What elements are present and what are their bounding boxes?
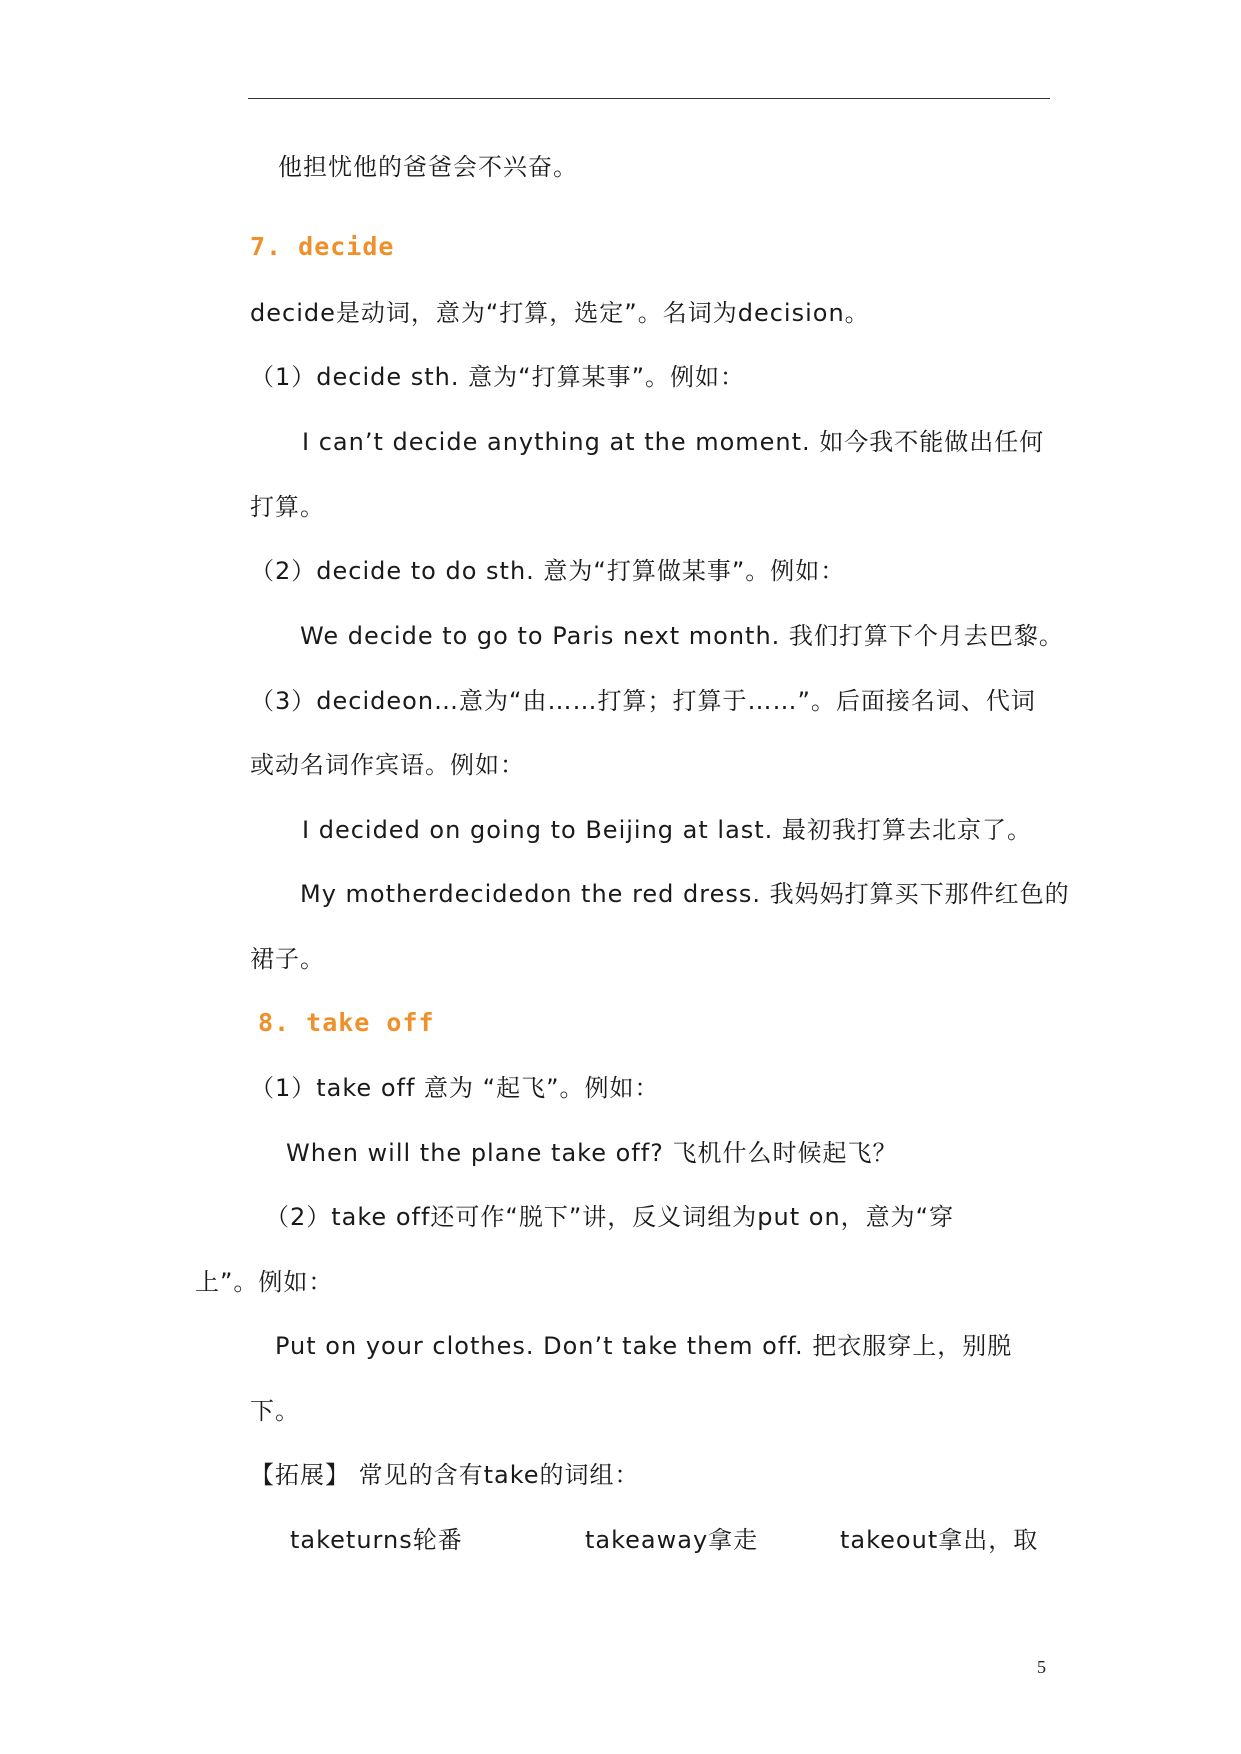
paragraph-line: 裙子。: [250, 945, 325, 973]
example-sentence: Put on your clothes. Don’t take them off. 把衣服穿上，别脱: [275, 1332, 1013, 1360]
example-sentence: We decide to go to Paris next month. 我们打算下个月去巴黎。: [300, 622, 1064, 650]
example-sentence: I decided on going to Beijing at last. 最初我打算去北京了。: [302, 816, 1032, 844]
phrase-item: takeaway拿走: [585, 1526, 759, 1554]
example-sentence: I can’t decide anything at the moment. 如今我不能做出任何: [302, 428, 1045, 456]
paragraph-line: （2）decide to do sth. 意为“打算做某事”。例如：: [250, 557, 846, 585]
paragraph-line: （1）decide sth. 意为“打算某事”。例如：: [250, 363, 746, 391]
paragraph-line: （1）take off 意为 “起飞”。例如：: [250, 1074, 660, 1102]
example-sentence: When will the plane take off? 飞机什么时候起飞？: [286, 1139, 898, 1167]
page-number: 5: [1037, 1657, 1046, 1677]
paragraph-line: 打算。: [250, 493, 325, 521]
extension-heading: 【拓展】 常见的含有take的词组：: [250, 1461, 640, 1489]
paragraph-line: 下。: [250, 1397, 300, 1425]
phrase-item: taketurns轮番: [290, 1526, 463, 1554]
paragraph-line: （2）take off还可作“脱下”讲，反义词组为put on，意为“穿: [265, 1203, 955, 1231]
phrase-item: takeout拿出，取: [840, 1526, 1039, 1554]
paragraph-line: 或动名词作宾语。例如：: [250, 751, 525, 779]
paragraph-line: 上”。例如：: [195, 1268, 334, 1296]
section-heading-decide: 7. decide: [250, 232, 395, 261]
example-sentence: My motherdecidedon the red dress. 我妈妈打算买下那件红色的: [300, 880, 1070, 908]
paragraph-line: decide是动词，意为“打算，选定”。名词为decision。: [250, 299, 870, 327]
paragraph-line: 他担忧他的爸爸会不兴奋。: [278, 153, 578, 181]
section-heading-take-off: 8. take off: [258, 1008, 435, 1037]
paragraph-line: （3）decideon…意为“由……打算；打算于……”。后面接名词、代词: [250, 687, 1036, 715]
header-rule: [248, 98, 1050, 99]
